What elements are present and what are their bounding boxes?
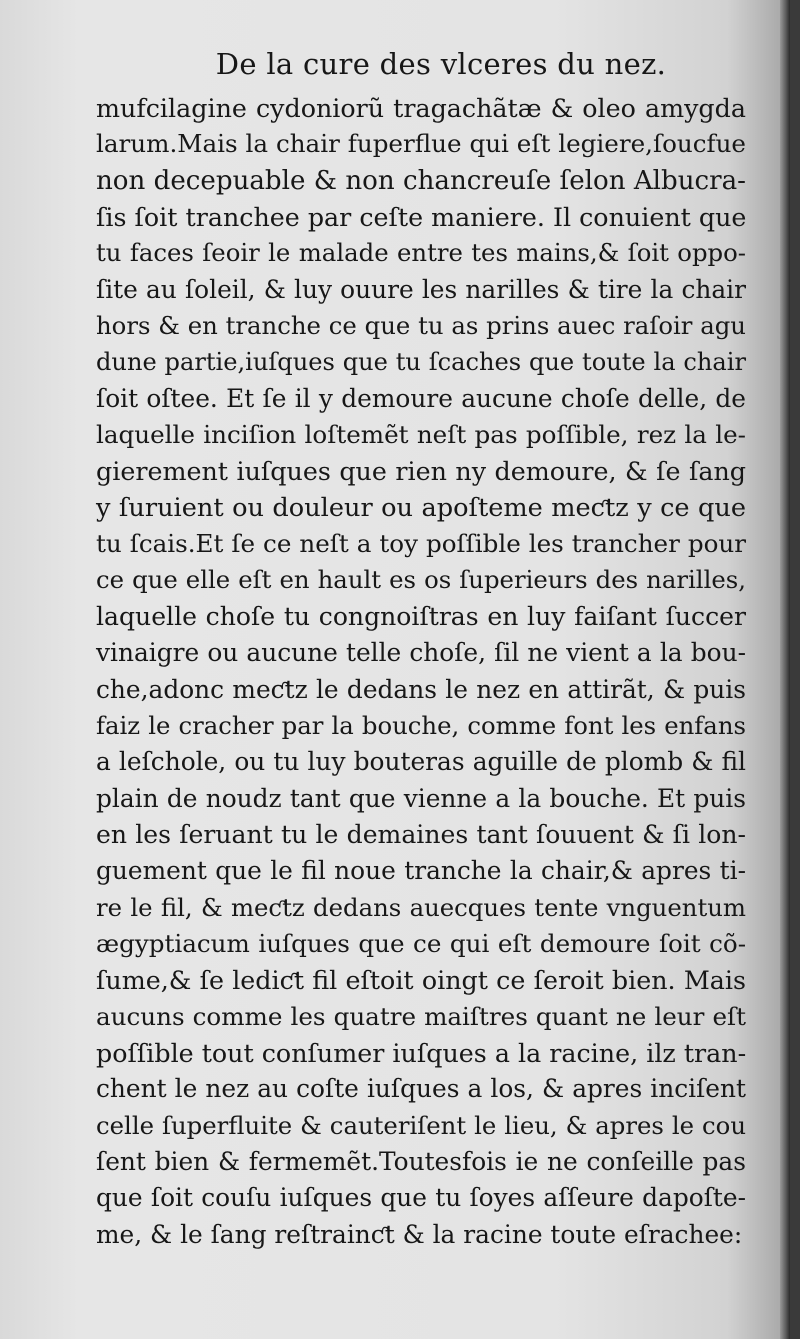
text-line: ſume,& ſe lediƈt fil eſtoit oingt ce ſeroit bien. Mais [96, 965, 746, 996]
text-line: ſoit oſtee. Et ſe il y demoure aucune choſe delle, de [96, 383, 746, 413]
text-line: che,adonc meƈtz le dedans le nez en attirãt, & puis [96, 674, 746, 704]
text-line: me, & le ſang reſtrainƈt & la racine toute eſrachee: [96, 1219, 743, 1249]
text-line: ce que elle eſt en hault es os ſuperieurs des narilles, [96, 565, 746, 595]
text-line: poſſible tout conſumer iuſques a la racine, ilz tran- [96, 1037, 747, 1068]
text-line: larum.Mais la chair fuperflue qui eſt legiere,ſoucfue [96, 129, 746, 159]
text-line: ſite au ſoleil, & luy ouure les narilles & tire la chair [96, 274, 746, 304]
text-line: ægyptiacum iuſques que ce qui eſt demoure ſoit cõ- [96, 928, 746, 958]
text-line: que ſoit couſu iuſques que tu ſoyes aſſeure dapoſte- [96, 1183, 746, 1213]
text-line: plain de noudz tant que vienne a la bouche. Et puis [96, 783, 746, 813]
text-line: celle ſuperfluite & cauteriſent le lieu, & apres le cou [96, 1110, 746, 1140]
text-line: non decepuable & non chancreuſe ſelon Albucra- [96, 165, 746, 196]
text-line: tu ſcais.Et ſe ce neſt a toy poſſible les trancher pour [96, 529, 746, 559]
text-line: guement que le fil noue tranche la chair,& apres ti- [96, 856, 746, 886]
page-text-block [96, 44, 746, 1253]
text-line: laquelle choſe tu congnoiſtras en luy faiſant ſuccer [96, 601, 746, 631]
text-line: dune partie,iuſques que tu ſcaches que toute la chair [96, 348, 746, 377]
text-line: ſent bien & fermemẽt.Toutesfois ie ne conſeille pas [96, 1146, 746, 1176]
text-line: y ſuruient ou douleur ou apoſteme meƈtz y ce que [96, 492, 746, 523]
text-line: gierement iuſques que rien ny demoure, & ſe ſang [96, 456, 746, 487]
text-line: laquelle inciſion loſtemẽt neſt pas poſſible, rez la le- [96, 420, 746, 450]
text-line: vinaigre ou aucune telle choſe, ſil ne vient a la bou- [96, 638, 746, 668]
text-line: aucuns comme les quatre maiſtres quant ne leur eſt [96, 1001, 746, 1031]
text-line: a leſchole, ou tu luy bouteras aguille de plomb & fil [96, 747, 746, 777]
text-line: faiz le cracher par la bouche, comme font les enfans [96, 710, 746, 740]
text-line: chent le nez au coſte iuſques a los, & apres inciſent [96, 1074, 746, 1104]
text-line: ſis ſoit tranchee par ceſte maniere. Il conuient que [96, 202, 747, 233]
text-line: re le fil, & meƈtz dedans auecques tente vnguentum [96, 892, 746, 922]
text-line: tu faces ſeoir le malade entre tes mains,& ſoit oppo- [96, 238, 746, 268]
page-edge-shadow [780, 0, 790, 1339]
text-line: en les ſeruant tu le demaines tant ſouuent & ſi lon- [96, 819, 746, 849]
text-line: hors & en tranche ce que tu as prins auec raſoir agu [96, 311, 746, 341]
running-head: De la cure des vlceres du nez. [215, 47, 667, 81]
text-line: mufcilagine cydoniorũ tragachãtæ & oleo amygda [96, 93, 746, 123]
